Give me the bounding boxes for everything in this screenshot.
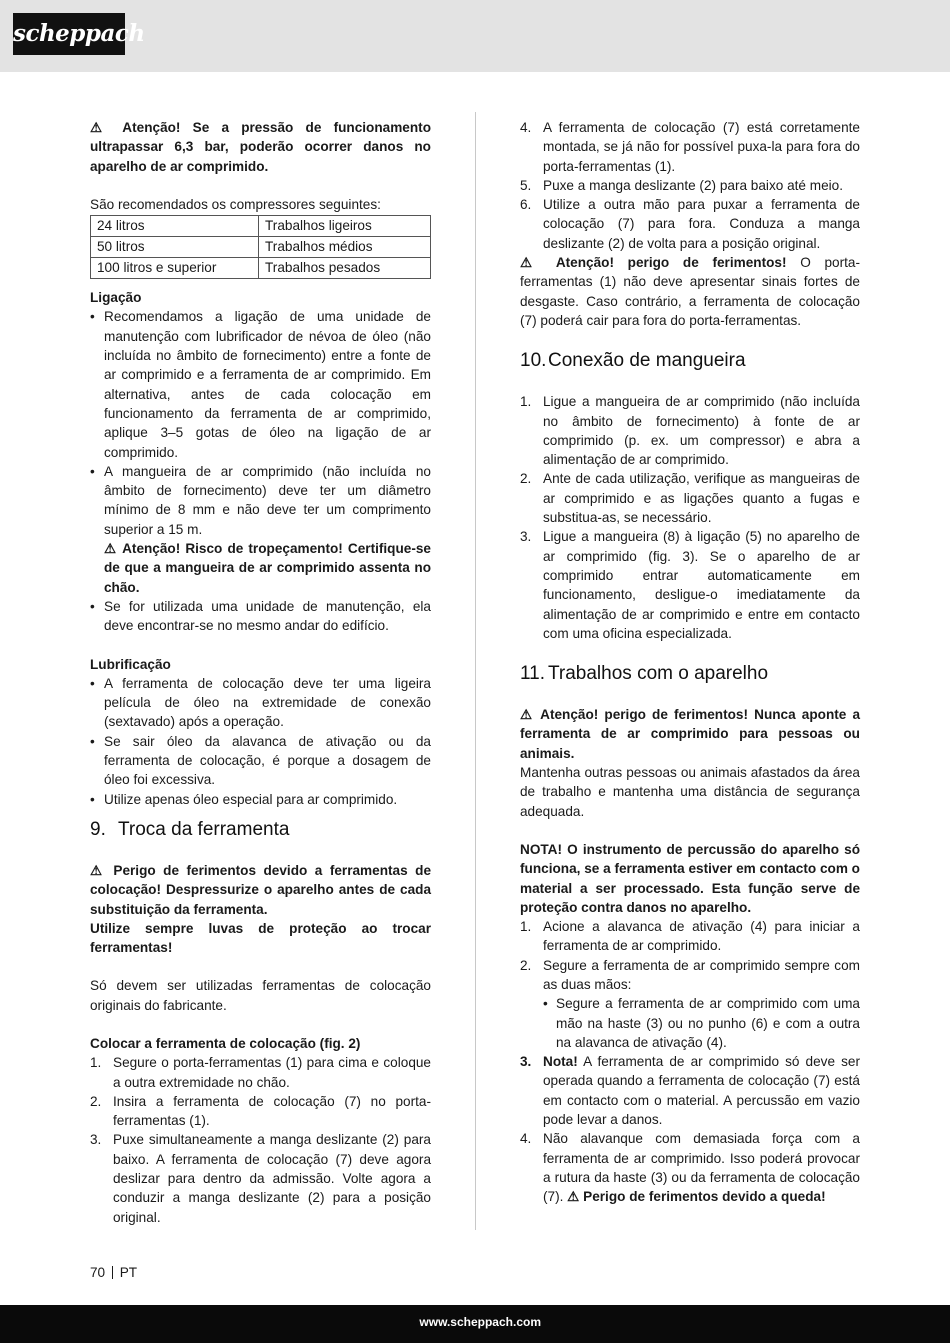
lubrificacao-heading: Lubrificação — [90, 656, 171, 672]
page-number-separator — [112, 1266, 113, 1279]
step-number: 1. — [520, 394, 532, 410]
step-text: Ante de cada utilização, verifique as mangueiras de ar comprimido e as ligações quanto a fugas e substitua-as, se necessário. — [543, 471, 860, 526]
section-number: 11. — [520, 663, 546, 685]
list-item — [520, 527, 860, 643]
right-column — [520, 118, 860, 1207]
step-number: 5. — [520, 177, 532, 193]
column-divider — [475, 112, 476, 1230]
list-item — [520, 469, 860, 527]
ligacao-heading: Ligação — [90, 290, 142, 306]
sub-list — [543, 994, 860, 1052]
warning-icon: ⚠ — [90, 862, 106, 878]
step-text: A ferramenta de colocação (7) está corretamente montada, se já não for possível puxa-la para fora do porta-ferramentas (1). — [543, 120, 860, 174]
section-number: 9. — [90, 818, 106, 840]
step-number: 3. — [520, 1054, 532, 1070]
warning-icon: ⚠ — [90, 120, 111, 135]
step-text: Insira a ferramenta de colocação (7) no porta-ferramentas (1). — [113, 1093, 431, 1129]
holder-wear-warning-title: Atenção! perigo de ferimentos! — [555, 255, 787, 271]
brand-logo-text: scheppach — [13, 20, 145, 47]
list-item — [520, 917, 860, 956]
compressor-table — [90, 215, 431, 279]
step-text: Ligue a mangueira de ar comprimido (não incluída no âmbito de fornecimento) à fonte de ar comprimido (p. ex. um compressor) e abra a alimentação de ar comprimido. — [543, 394, 860, 468]
table-row — [91, 258, 431, 279]
step-number: 2. — [90, 1093, 102, 1109]
list-item — [520, 1129, 860, 1206]
step-number: 1. — [520, 919, 532, 935]
section-title: Troca da ferramenta — [118, 818, 290, 840]
step-number: 2. — [520, 957, 532, 973]
step-text: Não alavanque com demasiada força com a ferramenta de ar comprimido. Isso poderá provocar a rutura da haste (3) ou da ferramenta de colocação (7). — [543, 1131, 860, 1205]
distance-note: Mantenha outras pessoas ou animais afastados da área de trabalho e mantenha uma distância de segurança adequada. — [520, 765, 860, 819]
holder-wear-warning-text: O porta-ferramentas (1) não deve apresentar sinais fortes de desgaste. Caso contrário, a ferramenta de colocação (7) poderá cair para fora do porta-ferramentas. — [520, 255, 860, 328]
step-number: 3. — [520, 529, 532, 545]
section-9-heading — [90, 818, 431, 842]
insert-tool-steps — [90, 1053, 431, 1227]
page-number-value: 70 — [90, 1265, 106, 1280]
table-cell: 24 litros — [91, 216, 259, 237]
section-title: Trabalhos com o aparelho — [548, 663, 769, 685]
list-item: • A ferramenta de colocação deve ter uma ligeira película de óleo na extremidade de conexão (sextavado) após a operação. — [90, 674, 431, 732]
list-item — [90, 1130, 431, 1226]
insert-tool-subheading: Colocar a ferramenta de colocação (fig. 2) — [90, 1035, 361, 1051]
step-number: 4. — [520, 120, 532, 135]
gloves-warning: Utilize sempre luvas de proteção ao trocar ferramentas! — [90, 920, 431, 956]
step-text: Puxe simultaneamente a manga deslizante (2) para baixo. A ferramenta de colocação (7) deve agora deslizar para dentro da admissão. Volte agora a conduzir a manga deslizante (2) para a posição original. — [113, 1132, 431, 1225]
page-number — [90, 1265, 137, 1280]
step-text: Segure a ferramenta de ar comprimido sempre com as duas mãos: — [543, 957, 860, 992]
step-bold-label: Nota! — [543, 1054, 578, 1070]
operation-steps — [520, 917, 860, 1206]
section-title: Conexão de mangueira — [548, 350, 746, 372]
step-text: Puxe a manga deslizante (2) para baixo até meio. — [543, 177, 843, 193]
step-number: 2. — [520, 471, 532, 487]
step-text: Acione a alavanca de ativação (4) para iniciar a ferramenta de ar comprimido. — [543, 919, 860, 954]
warning-icon: ⚠ — [567, 1189, 580, 1205]
list-item — [520, 195, 860, 253]
table-cell: 100 litros e superior — [91, 258, 259, 279]
warning-icon: ⚠ — [520, 255, 543, 271]
hose-connection-steps — [520, 392, 860, 643]
pressure-warning-text: Atenção! Se a pressão de funcionamento ultrapassar 6,3 bar, poderão ocorrer danos no aparelho de ar comprimido. — [90, 120, 432, 174]
step-number: 1. — [90, 1055, 102, 1071]
list-item: • Recomendamos a ligação de uma unidade de manutenção com lubrificador de névoa de óleo (não incluída no âmbito de fornecimento) entre a fonte de ar comprimido e a ferramenta de ar comprimido. Em alternativa, antes de cada colocação em funcionamento da ferramenta de ar comprimido, aplique 3–5 gotas de óleo na ligação de ar comprimido. — [90, 307, 431, 461]
tool-change-warning — [90, 861, 431, 919]
list-item — [520, 118, 860, 176]
footer-url[interactable]: www.scheppach.com — [419, 1315, 541, 1329]
fall-warning-text: Perigo de ferimentos devido a queda! — [583, 1189, 826, 1205]
section-number: 10. — [520, 350, 547, 372]
list-item — [90, 1092, 431, 1131]
table-cell: Trabalhos pesados — [259, 258, 431, 279]
list-item — [520, 392, 860, 469]
list-item: • Se sair óleo da alavanca de ativação ou da ferramenta de colocação, é porque a dosagem de óleo foi excessiva. — [90, 732, 431, 790]
footer-bar — [0, 1305, 950, 1343]
table-cell: Trabalhos médios — [259, 237, 431, 258]
original-tools-note: Só devem ser utilizadas ferramentas de colocação originais do fabricante. — [90, 978, 431, 1013]
compressors-intro: São recomendados os compressores seguintes: — [90, 196, 381, 212]
table-cell: Trabalhos ligeiros — [259, 216, 431, 237]
step-text: Segure o porta-ferramentas (1) para cima e coloque a outra extremidade no chão. — [113, 1055, 431, 1090]
section-11-heading — [520, 662, 860, 686]
list-item — [520, 1052, 860, 1129]
left-column — [90, 118, 431, 1227]
ligacao-list — [90, 307, 431, 635]
step-text: Utilize a outra mão para puxar a ferramenta de colocação (7) para fora. Conduza a manga deslizante (2) de volta para a posição original. — [543, 197, 860, 251]
list-item: • Se for utilizada uma unidade de manutenção, ela deve encontrar-se no mesmo andar do edifício. — [90, 597, 431, 636]
pressure-warning — [90, 118, 431, 176]
tripping-warning-text: Atenção! Risco de tropeçamento! Certifique-se de que a mangueira de ar comprimido assenta no chão. — [104, 541, 431, 595]
step-text: Ligue a mangueira (8) à ligação (5) no aparelho de ar comprimido (fig. 3). Se o aparelho de ar comprimido entrar automaticamente em funcionamento, desligue-o imediatamente da alimentação de ar comprimido e entre em contacto com uma oficina especializada. — [543, 529, 860, 641]
step-number: 3. — [90, 1132, 102, 1148]
section-10-heading — [520, 349, 860, 373]
step-number: 4. — [520, 1131, 532, 1147]
warning-icon: ⚠ — [104, 541, 118, 557]
tripping-warning — [104, 541, 431, 595]
table-row — [91, 216, 431, 237]
tool-change-warning-text: Perigo de ferimentos devido a ferramentas de colocação! Despressurize o aparelho antes de cada substituição da ferramenta. — [90, 862, 431, 917]
list-item: • Utilize apenas óleo especial para ar comprimido. — [90, 790, 431, 809]
list-item-text: A mangueira de ar comprimido (não incluída no âmbito de fornecimento) deve ter um diâmetro mínimo de 8 mm e não deve ter um comprimento superior a 15 m. — [104, 463, 431, 537]
step-number: 6. — [520, 197, 532, 213]
page-language: PT — [119, 1265, 138, 1280]
list-item — [520, 956, 860, 1052]
table-row — [91, 237, 431, 258]
page-header — [0, 0, 950, 72]
list-item: • Segure a ferramenta de ar comprimido com uma mão na haste (3) ou no punho (6) e com a outra na alavanca de ativação (4). — [543, 994, 860, 1052]
list-item — [90, 1053, 431, 1092]
holder-wear-warning — [520, 253, 860, 330]
aim-warning — [520, 705, 860, 763]
warning-icon: ⚠ — [520, 707, 535, 723]
list-item — [520, 176, 860, 195]
brand-logo — [13, 13, 145, 55]
aim-warning-text: Atenção! perigo de ferimentos! Nunca aponte a ferramenta de ar comprimido para pessoas ou animais. — [520, 707, 860, 761]
step-text: A ferramenta de ar comprimido só deve ser operada quando a ferramenta de colocação (7) está em contacto com o material. A percussão em vazio pode levar a danos. — [543, 1054, 861, 1128]
insert-tool-steps-cont — [520, 118, 860, 253]
lubrificacao-list — [90, 674, 431, 809]
table-cell: 50 litros — [91, 237, 259, 258]
nota-paragraph: NOTA! O instrumento de percussão do aparelho só funciona, se a ferramenta estiver em contacto com o material a ser processado. Esta função serve de proteção contra danos no aparelho. — [520, 841, 860, 915]
list-item — [90, 462, 431, 597]
